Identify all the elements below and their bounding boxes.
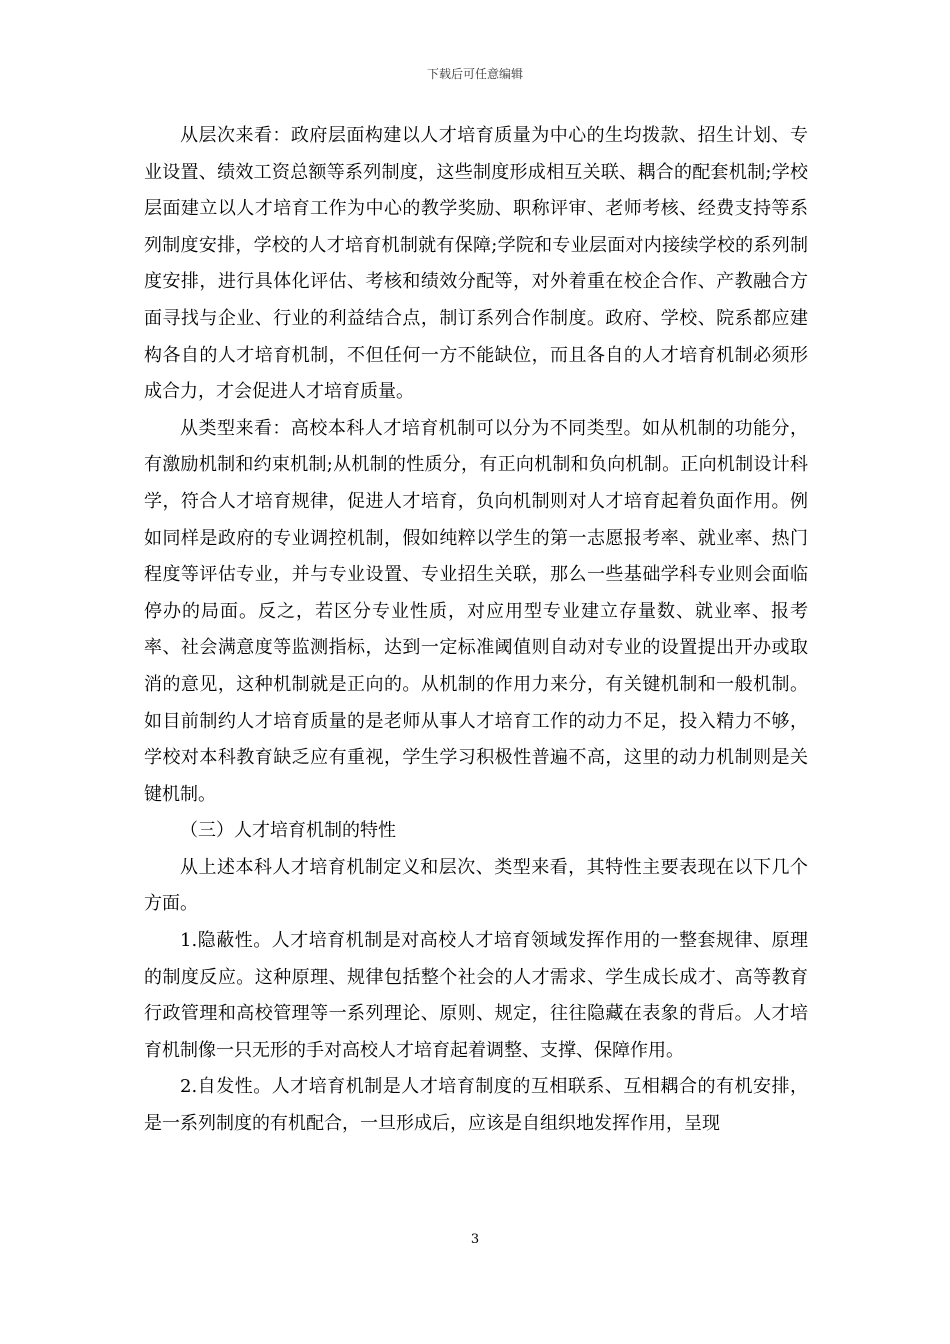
paragraph-spontaneity: 2.自发性。人才培育机制是人才培育制度的互相联系、互相耦合的有机安排，是一系列制度的有机配合，一旦形成后，应该是自组织地发挥作用，呈现 <box>144 1076 808 1135</box>
document-body <box>144 118 808 1143</box>
section-heading: （三）人才培育机制的特性 <box>180 820 396 842</box>
paragraph-levels: 从层次来看：政府层面构建以人才培育质量为中心的生均拨款、招生计划、专业设置、绩效工资总额等系列制度，这些制度形成相互关联、耦合的配套机制;学校层面建立以人才培育工作为中心的教学奖励、职称评审、老师考核、经费支持等系列制度安排，学校的人才培育机制就有保障;学院和专业层面对内接续学校的系列制度安排，进行具体化评估、考核和绩效分配等，对外着重在校企合作、产教融合方面寻找与企业、行业的利益结合点，制订系列合作制度。政府、学校、院系都应建构各自的人才培育机制，不但任何一方不能缺位，而且各自的人才培育机制必须形成合力，才会促进人才培育质量。 <box>144 125 808 403</box>
paragraph-types: 从类型来看：高校本科人才培育机制可以分为不同类型。如从机制的功能分，有激励机制和约束机制;从机制的性质分，有正向机制和负向机制。正向机制设计科学，符合人才培育规律，促进人才培育，负向机制则对人才培育起着负面作用。例如同样是政府的专业调控机制，假如纯粹以学生的第一志愿报考率、就业率、热门程度等评估专业，并与专业设置、专业招生关联，那么一些基础学科专业则会面临停办的局面。反之，若区分专业性质，对应用型专业建立存量数、就业率、报考率、社会满意度等监测指标，达到一定标准阈值则自动对专业的设置提出开办或取消的意见，这种机制就是正向的。从机制的作用力来分，有关键机制和一般机制。如目前制约人才培育质量的是老师从事人才培育工作的动力不足，投入精力不够，学校对本科教育缺乏应有重视，学生学习积极性普遍不高，这里的动力机制则是关键机制。 <box>144 417 808 805</box>
page-number: 3 <box>470 1232 480 1247</box>
page-header: 下载后可任意编辑 <box>426 67 523 81</box>
paragraph-concealment: 1.隐蔽性。人才培育机制是对高校人才培育领域发挥作用的一整套规律、原理的制度反应。这种原理、规律包括整个社会的人才需求、学生成长成才、高等教育行政管理和高校管理等一系列理论、原则、规定，往往隐藏在表象的背后。人才培育机制像一只无形的手对高校人才培育起着调整、支撑、保障作用。 <box>144 930 808 1061</box>
paragraph-characteristics-intro: 从上述本科人才培育机制定义和层次、类型来看，其特性主要表现在以下几个方面。 <box>144 856 808 915</box>
